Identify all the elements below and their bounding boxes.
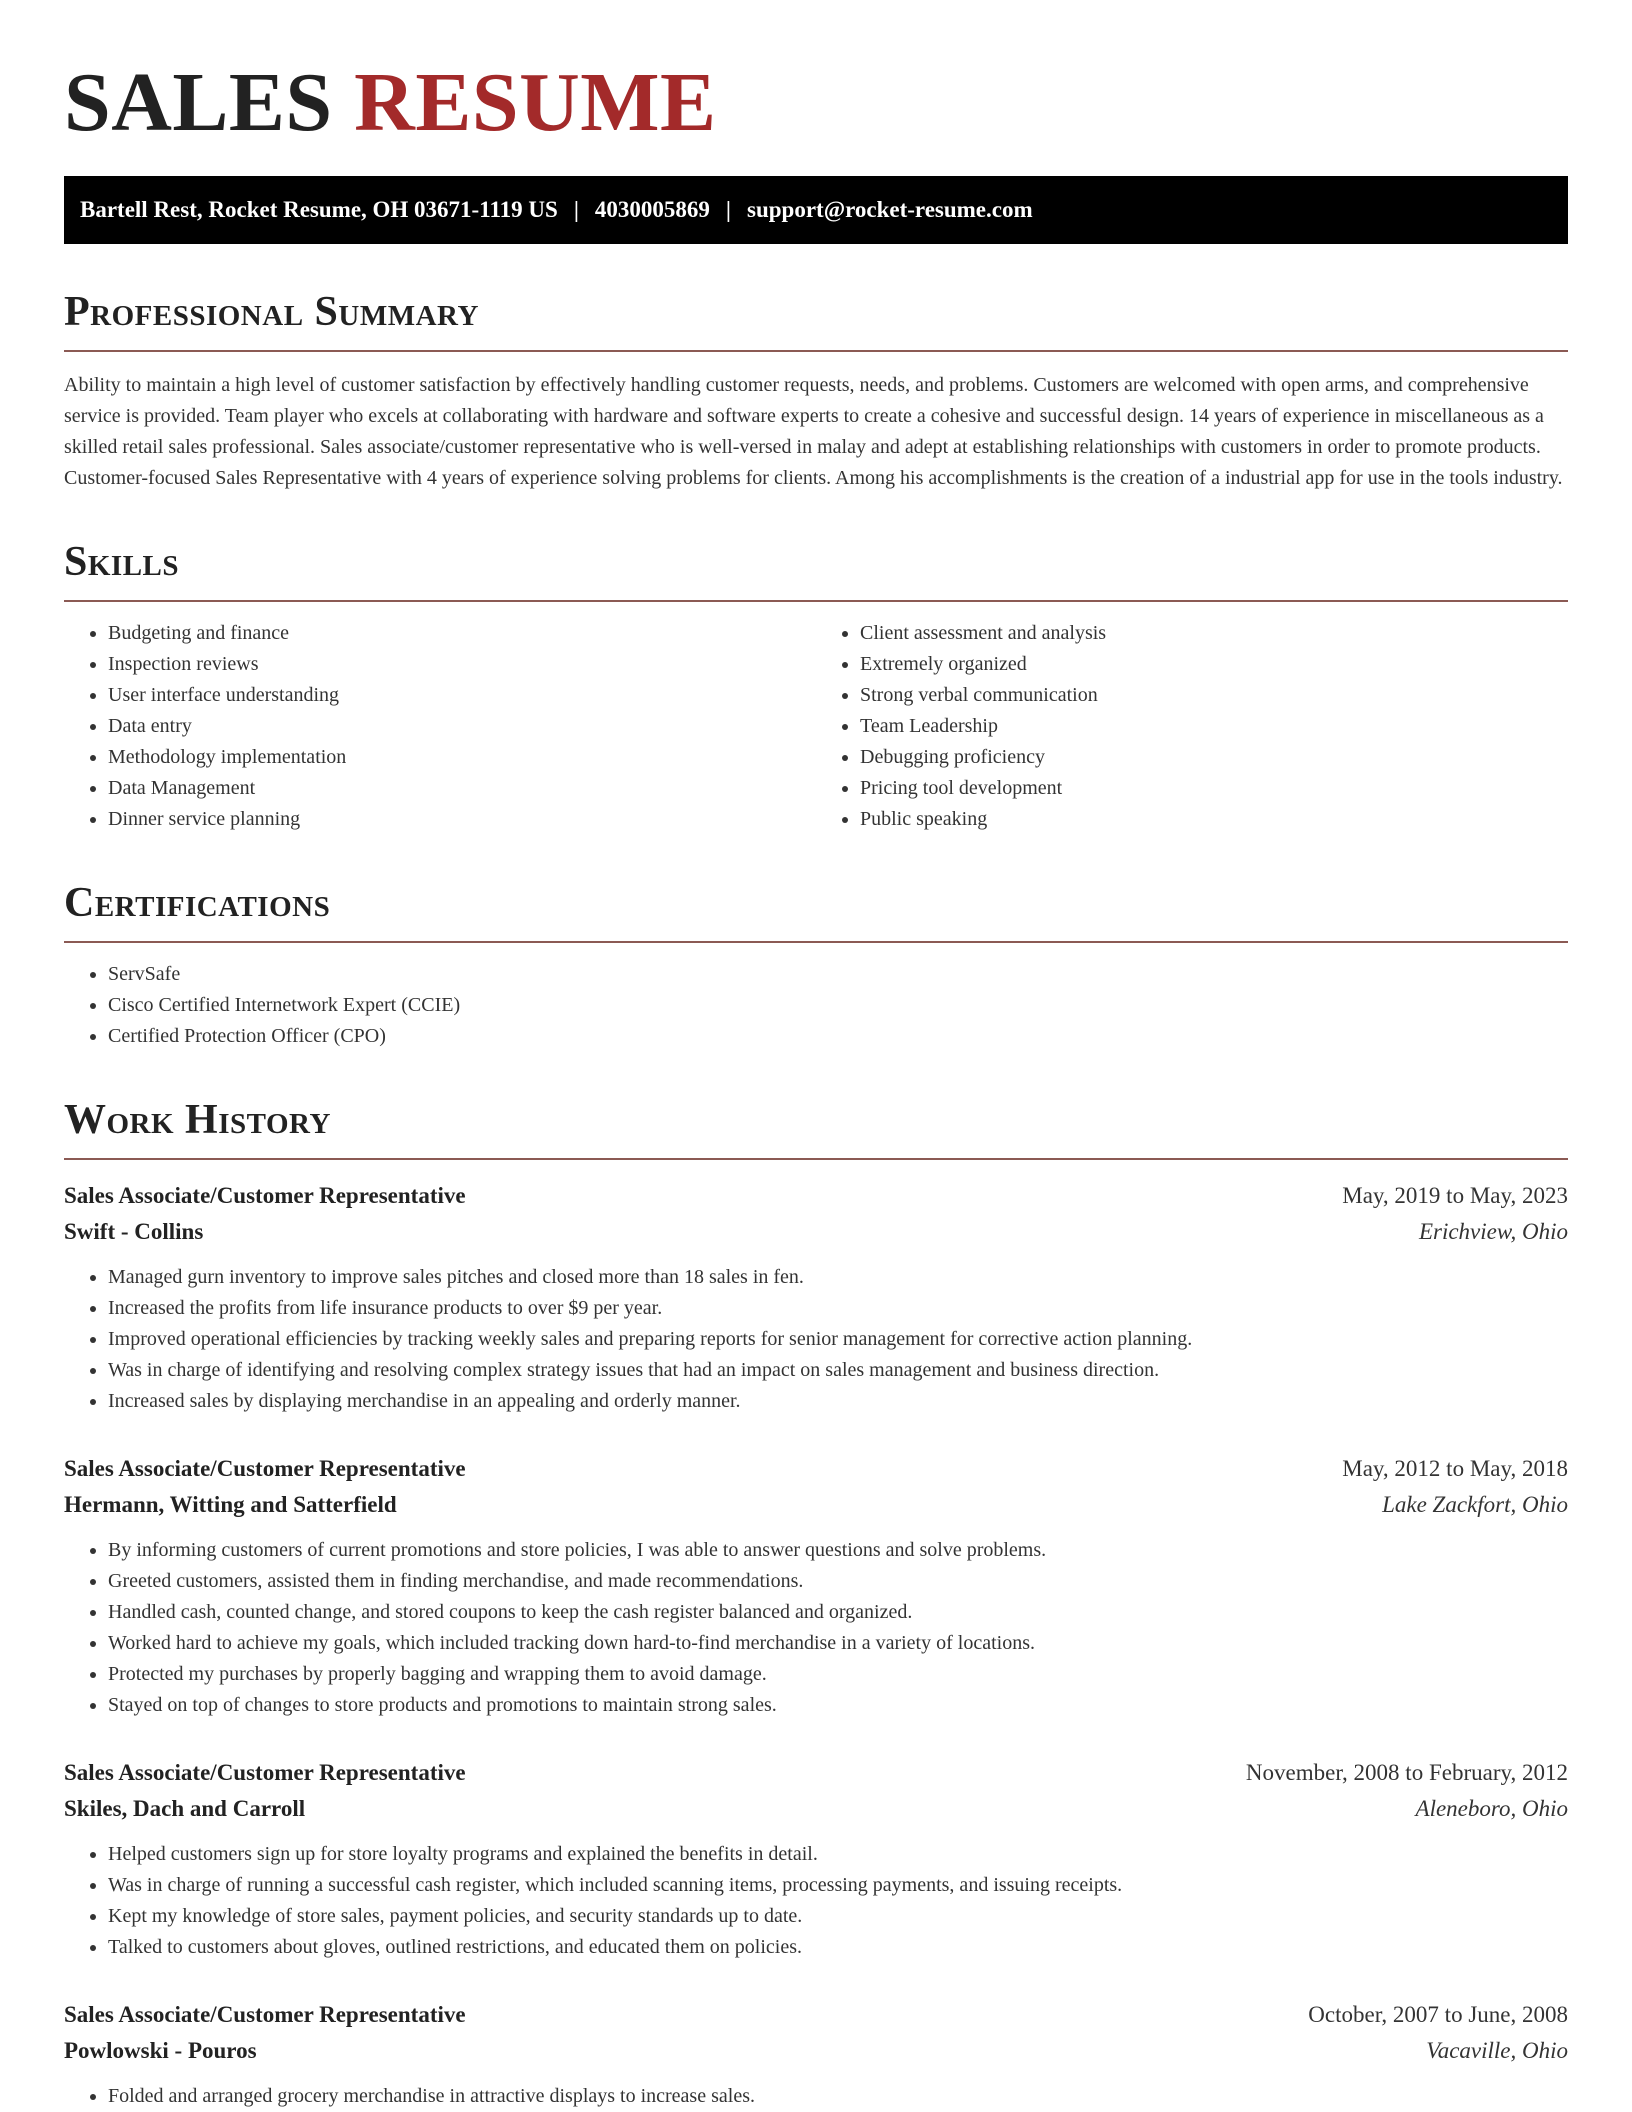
job-bullet: • Improved operational efficiencies by tracking weekly sales and preparing reports for senior management for corrective action planning. — [108, 1324, 1568, 1355]
job-company: Swift - Collins — [64, 1219, 204, 1244]
section-heading-skills: Skills — [64, 538, 1568, 602]
contact-bar — [64, 176, 1568, 244]
job-entry — [64, 1451, 1568, 1721]
job-title: Sales Associate/Customer Representative — [64, 2002, 466, 2027]
skill-item: • Public speaking — [860, 804, 1568, 835]
summary-section — [64, 288, 1568, 494]
job-bullet: • Protected my purchases by properly bagging and wrapping them to avoid damage. — [108, 1659, 1568, 1690]
job-title: Sales Associate/Customer Representative — [64, 1183, 466, 1208]
skill-item: • Inspection reviews — [108, 649, 816, 680]
contact-phone: 4030005869 — [594, 197, 710, 222]
job-title: Sales Associate/Customer Representative — [64, 1456, 466, 1481]
job-bullets — [64, 1262, 1568, 1417]
skills-list-right — [816, 618, 1568, 835]
section-heading-work-history: Work History — [64, 1096, 1568, 1160]
job-company-row — [64, 1214, 1568, 1250]
skills-columns — [64, 618, 1568, 835]
job-title-row — [64, 1755, 1568, 1791]
job-dates: May, 2012 to May, 2018 — [1342, 1456, 1568, 1481]
summary-text: Ability to maintain a high level of customer satisfaction by effectively handling customer requests, needs, and problems. Customers are welcomed with open arms, and comprehensive service is provided. Team player who excels at collaborating with hardware and software experts to create a cohesive and successful design. 14 years of experience in miscellaneous as a skilled retail sales professional. Sales associate/customer representative who is well-versed in malay and adept at establishing relationships with customers in order to promote products. Customer-focused Sales Representative with 4 years of experience solving problems for clients. Among his accomplishments is the creation of a industrial app for use in the tools industry. — [64, 374, 1563, 489]
job-location: Vacaville, Ohio — [1426, 2038, 1568, 2063]
job-bullet: • By informing customers of current promotions and store policies, I was able to answer questions and solve problems. — [108, 1535, 1568, 1566]
skill-item: • Pricing tool development — [860, 773, 1568, 804]
job-company-row — [64, 2033, 1568, 2069]
certification-item: • ServSafe — [108, 959, 1568, 990]
contact-separator: | — [725, 197, 731, 222]
job-company-row — [64, 1791, 1568, 1827]
contact-email: support@rocket-resume.com — [747, 197, 1033, 222]
work-history-section — [64, 1096, 1568, 2112]
skill-item: • Client assessment and analysis — [860, 618, 1568, 649]
job-bullet: • Was in charge of identifying and resolving complex strategy issues that had an impact on sales management and business direction. — [108, 1355, 1568, 1386]
skill-item: • Team Leadership — [860, 711, 1568, 742]
job-bullet: • Increased sales by displaying merchandise in an appealing and orderly manner. — [108, 1386, 1568, 1417]
skill-item: • User interface understanding — [108, 680, 816, 711]
job-bullet: • Helped customers sign up for store loyalty programs and explained the benefits in detail. — [108, 1839, 1568, 1870]
contact-address: Bartell Rest, Rocket Resume, OH 03671-1119 US — [80, 197, 558, 222]
skill-item: • Budgeting and finance — [108, 618, 816, 649]
skill-item: • Data entry — [108, 711, 816, 742]
skills-list-left — [64, 618, 816, 835]
job-bullet: • Was in charge of running a successful cash register, which included scanning items, processing payments, and issuing receipts. — [108, 1870, 1568, 1901]
job-bullet: • Greeted customers, assisted them in finding merchandise, and made recommendations. — [108, 1566, 1568, 1597]
job-company: Powlowski - Pouros — [64, 2038, 257, 2063]
job-title-row — [64, 1997, 1568, 2033]
job-company-row — [64, 1487, 1568, 1523]
certifications-list — [64, 959, 1568, 1052]
skill-item: • Data Management — [108, 773, 816, 804]
job-bullets — [64, 1839, 1568, 1963]
job-dates: November, 2008 to February, 2012 — [1245, 1760, 1568, 1785]
section-heading-certifications: Certifications — [64, 879, 1568, 943]
job-bullet: • Increased the profits from life insurance products to over $9 per year. — [108, 1293, 1568, 1324]
job-company: Hermann, Witting and Satterfield — [64, 1492, 397, 1517]
job-bullet: • Kept my knowledge of store sales, payment policies, and security standards up to date. — [108, 1901, 1568, 1932]
job-bullet: • Stayed on top of changes to store products and promotions to maintain strong sales. — [108, 1690, 1568, 1721]
job-title: Sales Associate/Customer Representative — [64, 1760, 466, 1785]
job-location: Lake Zackfort, Ohio — [1382, 1492, 1568, 1517]
job-dates: May, 2019 to May, 2023 — [1342, 1183, 1568, 1208]
title-second-word: RESUME — [354, 56, 717, 149]
job-entry — [64, 1755, 1568, 1963]
job-location: Aleneboro, Ohio — [1415, 1796, 1568, 1821]
job-bullets — [64, 2081, 1568, 2112]
job-entry — [64, 1178, 1568, 1417]
resume-page — [64, 0, 1568, 2112]
skill-item: • Methodology implementation — [108, 742, 816, 773]
title-first-word: SALES — [64, 56, 333, 149]
job-bullet: • Talked to customers about gloves, outlined restrictions, and educated them on policies. — [108, 1932, 1568, 1963]
contact-separator: | — [573, 197, 579, 222]
job-bullet: • Handled cash, counted change, and stored coupons to keep the cash register balanced and organized. — [108, 1597, 1568, 1628]
job-title-row — [64, 1451, 1568, 1487]
job-dates: October, 2007 to June, 2008 — [1308, 2002, 1568, 2027]
skill-item: • Debugging proficiency — [860, 742, 1568, 773]
skill-item: • Extremely organized — [860, 649, 1568, 680]
certification-item: • Cisco Certified Internetwork Expert (CCIE) — [108, 990, 1568, 1021]
job-title-row — [64, 1178, 1568, 1214]
skills-section — [64, 538, 1568, 835]
job-entry — [64, 1997, 1568, 2112]
skill-item: • Strong verbal communication — [860, 680, 1568, 711]
job-company: Skiles, Dach and Carroll — [64, 1796, 306, 1821]
resume-title — [64, 0, 1568, 150]
section-heading-summary: Professional Summary — [64, 288, 1568, 352]
certifications-section — [64, 879, 1568, 1052]
job-location: Erichview, Ohio — [1418, 1219, 1568, 1244]
job-bullet: • Folded and arranged grocery merchandise in attractive displays to increase sales. — [108, 2081, 1568, 2112]
certification-item: • Certified Protection Officer (CPO) — [108, 1021, 1568, 1052]
job-bullets — [64, 1535, 1568, 1721]
skill-item: • Dinner service planning — [108, 804, 816, 835]
job-bullet: • Worked hard to achieve my goals, which included tracking down hard-to-find merchandise in a variety of locations. — [108, 1628, 1568, 1659]
job-bullet: • Managed gurn inventory to improve sales pitches and closed more than 18 sales in fen. — [108, 1262, 1568, 1293]
